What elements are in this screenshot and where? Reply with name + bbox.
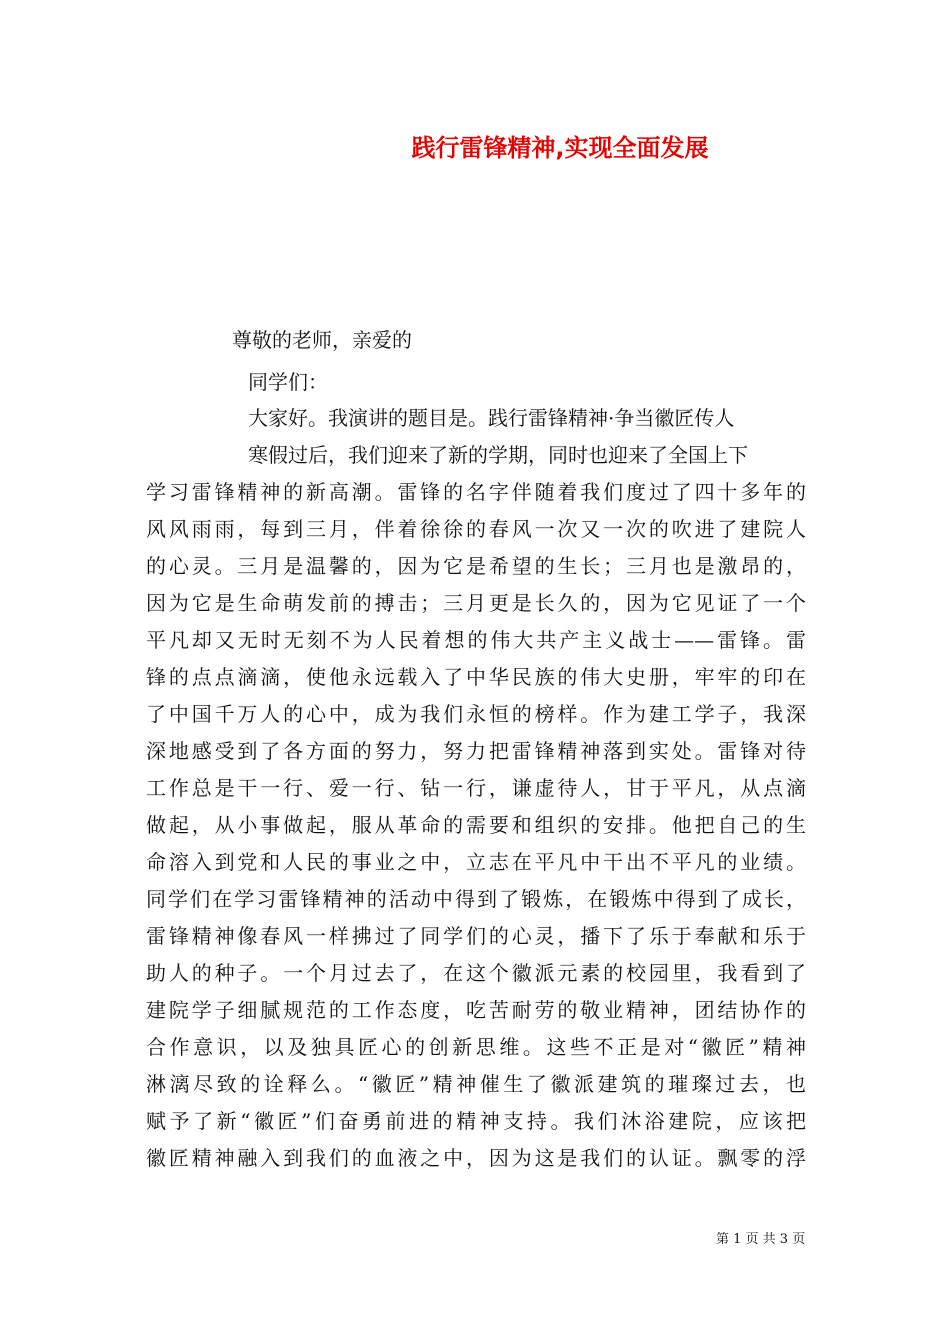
body-line: 学习雷锋精神的新高潮。雷锋的名字伴随着我们度过了四十多年的: [146, 480, 806, 504]
body-line: 同学们在学习雷锋精神的活动中得到了锻炼，在锻炼中得到了成长，: [146, 887, 806, 911]
salutation-line-1: 尊敬的老师，亲爱的: [232, 328, 412, 352]
body-line: 做起，从小事做起，服从革命的需要和组织的安排。他把自己的生: [146, 813, 806, 837]
body-line: 的心灵。三月是温馨的，因为它是希望的生长；三月也是激昂的，: [146, 554, 806, 578]
body-line: 合作意识，以及独具匠心的创新思维。这些不正是对“徽匠”精神: [146, 1035, 806, 1059]
page-title: 践行雷锋精神,实现全面发展: [411, 134, 709, 162]
body-line: 锋的点点滴滴，使他永远载入了中华民族的伟大史册，牢牢的印在: [146, 665, 806, 689]
intro-line: 大家好。我演讲的题目是。践行雷锋精神·争当徽匠传人: [248, 406, 735, 430]
body-line: 平凡却又无时无刻不为人民着想的伟大共产主义战士——雷锋。雷: [146, 628, 806, 652]
body-line: 淋漓尽致的诠释么。“徽匠”精神催生了徽派建筑的璀璨过去，也: [146, 1072, 806, 1096]
body-line: 了中国千万人的心中，成为我们永恒的榜样。作为建工学子，我深: [146, 702, 806, 726]
body-line: 徽匠精神融入到我们的血液之中，因为这是我们的认证。飘零的浮: [146, 1146, 806, 1170]
body-line: 赋予了新“徽匠”们奋勇前进的精神支持。我们沐浴建院，应该把: [146, 1109, 806, 1133]
body-line: 命溶入到党和人民的事业之中，立志在平凡中干出不平凡的业绩。: [146, 850, 806, 874]
body-line: 助人的种子。一个月过去了，在这个徽派元素的校园里，我看到了: [146, 961, 806, 985]
body-line: 风风雨雨，每到三月，伴着徐徐的春风一次又一次的吹进了建院人: [146, 517, 806, 541]
body-line: 雷锋精神像春风一样拂过了同学们的心灵，播下了乐于奉献和乐于: [146, 924, 806, 948]
page-footer: 第 1 页 共 3 页: [716, 1232, 806, 1247]
salutation-line-2: 同学们：: [248, 370, 328, 394]
body-line: 因为它是生命萌发前的搏击；三月更是长久的，因为它见证了一个: [146, 591, 806, 615]
body-line: 建院学子细腻规范的工作态度，吃苦耐劳的敬业精神，团结协作的: [146, 998, 806, 1022]
body-line: 深地感受到了各方面的努力，努力把雷锋精神落到实处。雷锋对待: [146, 739, 806, 763]
first-paragraph-line: 寒假过后，我们迎来了新的学期，同时也迎来了全国上下: [248, 443, 748, 467]
body-line: 工作总是干一行、爱一行、钻一行，谦虚待人，甘于平凡，从点滴: [146, 776, 806, 800]
